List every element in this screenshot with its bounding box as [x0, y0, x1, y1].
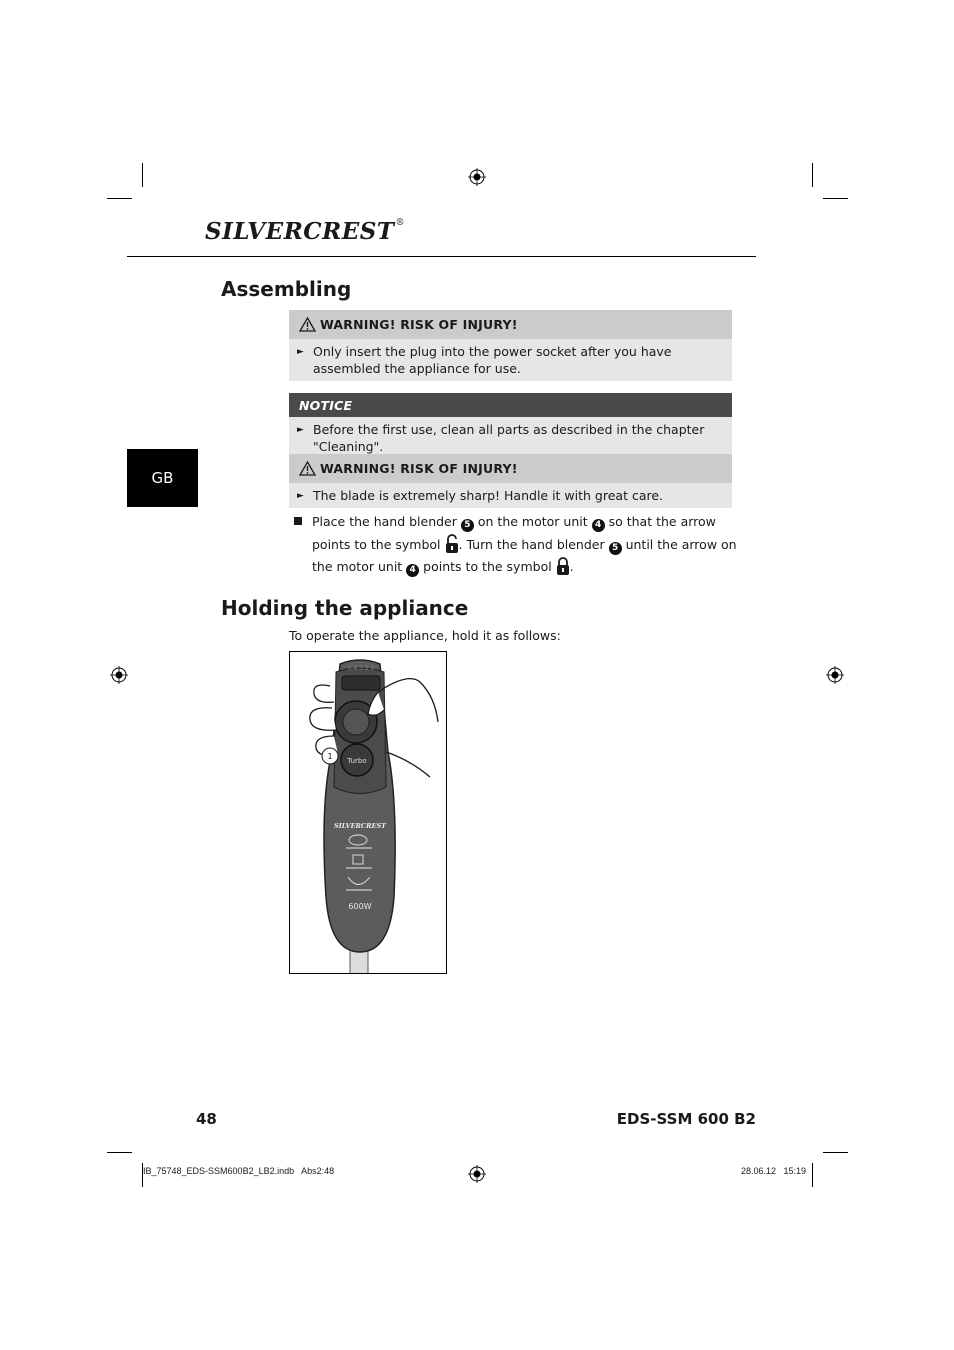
- print-date-time: 28.06.12 15:19: [740, 1166, 806, 1176]
- warning-header: [289, 454, 732, 483]
- crop-mark: [812, 163, 813, 187]
- section-title-assembling: Assembling: [221, 277, 352, 301]
- part-reference-badge: 5: [609, 542, 622, 555]
- notice-text: Before the first use, clean all parts as described in the chapter "Cleaning".: [313, 422, 705, 454]
- instruction-text: points to the symbol: [423, 559, 552, 574]
- warning-title: WARNING! RISK OF INJURY!: [320, 461, 518, 476]
- crop-mark: [107, 198, 132, 199]
- crop-mark: [823, 198, 848, 199]
- warning-header: [289, 310, 732, 339]
- notice-header: [289, 393, 732, 417]
- holding-illustration: [289, 651, 447, 974]
- instruction-text: on the motor unit: [477, 514, 588, 529]
- registration-mark-icon: [468, 168, 486, 186]
- brand-logo-text: SILVERCREST: [205, 218, 395, 245]
- bullet-arrow-icon: ►: [297, 425, 304, 435]
- holding-intro: To operate the appliance, hold it as follows:: [289, 628, 561, 643]
- crop-mark: [812, 1163, 813, 1187]
- crop-mark: [107, 1152, 132, 1153]
- notice-title: NOTICE: [299, 397, 353, 413]
- assembly-instruction: [312, 511, 742, 579]
- brand-logo: [205, 218, 405, 245]
- page-number: 48: [196, 1110, 217, 1128]
- part-reference-badge: 4: [406, 564, 419, 577]
- crop-mark: [823, 1152, 848, 1153]
- bullet-arrow-icon: ►: [297, 347, 304, 357]
- unlocked-padlock-icon: [445, 534, 459, 554]
- wattage-label: 600W: [348, 902, 372, 911]
- crop-mark: [142, 163, 143, 187]
- appliance-brand-label: SILVERCREST: [334, 822, 386, 830]
- speed-scale-label: 5 4 3 2 1: [347, 665, 375, 672]
- instruction-text: so that the arrow points to the symbol: [312, 514, 716, 552]
- instruction-text: .: [569, 559, 574, 574]
- figure-callout-number: 1: [327, 752, 333, 761]
- bullet-square-icon: [294, 517, 302, 525]
- instruction-text: . Turn the hand blender: [458, 536, 605, 552]
- language-tab-label: GB: [151, 469, 174, 487]
- part-reference-badge: 5: [461, 519, 474, 532]
- warning-body: [289, 339, 732, 381]
- locked-padlock-icon: [556, 556, 570, 576]
- hand-blender-drawing: [290, 652, 446, 973]
- registration-mark-icon: [110, 666, 128, 684]
- header-rule: [127, 256, 756, 257]
- warning-triangle-icon: [299, 317, 316, 332]
- registration-mark-icon: [468, 1165, 486, 1183]
- registered-mark: ®: [395, 218, 405, 228]
- section-title-holding: Holding the appliance: [221, 596, 469, 620]
- notice-body: [289, 417, 732, 459]
- print-file-info: IB_75748_EDS-SSM600B2_LB2.indb Abs2:48: [143, 1166, 335, 1176]
- warning-triangle-icon: [299, 461, 316, 476]
- warning-box: [289, 310, 732, 381]
- warning-box: [289, 454, 732, 508]
- part-reference-badge: 4: [592, 519, 605, 532]
- warning-body: [289, 483, 732, 508]
- bullet-arrow-icon: ►: [297, 491, 304, 501]
- warning-text: The blade is extremely sharp! Handle it with great care.: [313, 488, 664, 503]
- registration-mark-icon: [826, 666, 844, 684]
- turbo-button-label: Turbo: [347, 757, 367, 765]
- language-tab: [127, 449, 198, 507]
- model-number: EDS-SSM 600 B2: [616, 1110, 756, 1128]
- instruction-text: Place the hand blender: [312, 514, 457, 529]
- warning-title: WARNING! RISK OF INJURY!: [320, 317, 518, 332]
- notice-box: [289, 393, 732, 459]
- warning-text: Only insert the plug into the power socket after you have assembled the appliance for use.: [313, 344, 672, 376]
- instruction-text: until the arrow on the motor unit: [312, 536, 737, 574]
